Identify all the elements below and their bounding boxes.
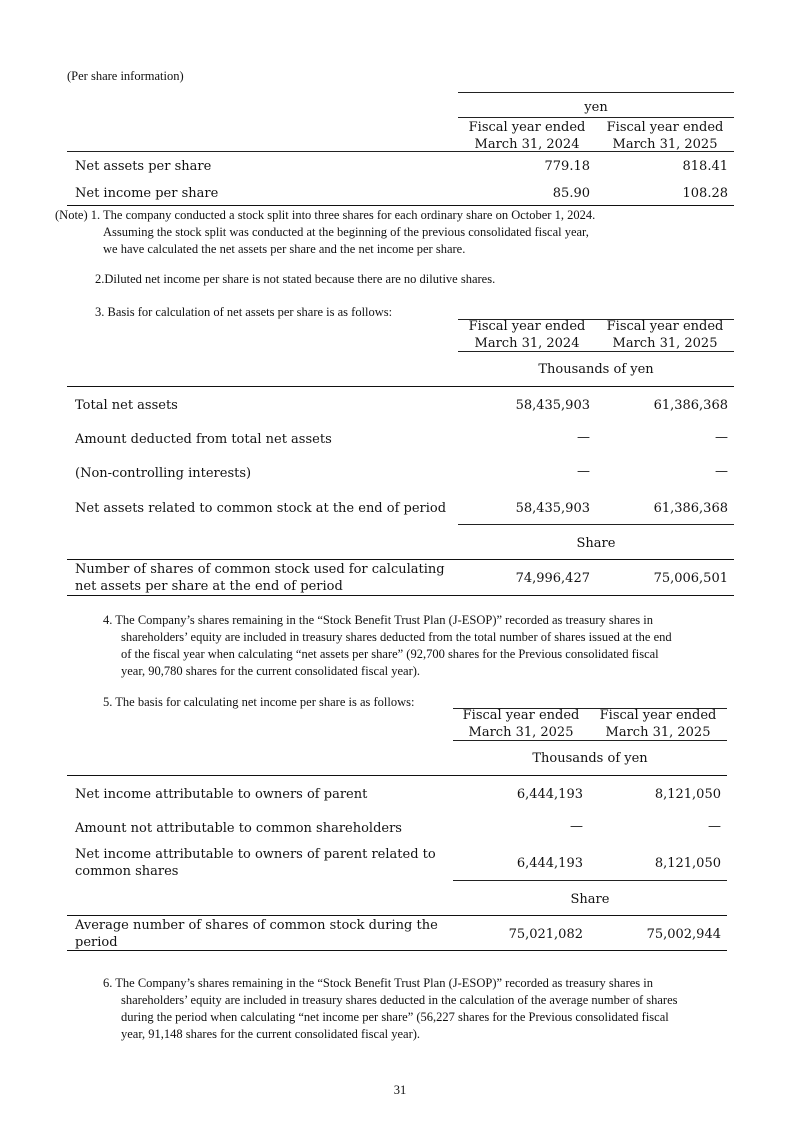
divider <box>67 559 734 560</box>
divider <box>458 117 734 118</box>
divider <box>458 351 734 352</box>
divider <box>453 880 727 881</box>
row-label: Net income attributable to owners of parent related to common shares <box>75 847 436 879</box>
divider <box>67 595 734 596</box>
cell-value: — <box>577 464 590 479</box>
cell-value: 75,002,944 <box>646 927 721 942</box>
column-header-2024: Fiscal year ended March 31, 2024 <box>468 120 586 152</box>
section-title: (Per share information) <box>67 69 184 83</box>
divider <box>458 92 734 93</box>
row-label: (Non-controlling interests) <box>75 466 252 481</box>
note-4: 4. The Company’s shares remaining in the “Stock Benefit Trust Plan (J-ESOP)” recorded as treasury shares in shareholders’ equity are included in treasury shares deducted from the total number of shares issued at the end of the fiscal year when calculating “net assets per share” (92,700 shares for the Previous consolidated fiscal year, 90,780 shares for the current consolidated fiscal year). <box>103 613 672 678</box>
cell-value: 75,021,082 <box>508 927 583 942</box>
divider <box>67 775 727 776</box>
cell-value: — <box>708 819 721 834</box>
row-label: Amount not attributable to common shareholders <box>75 821 402 836</box>
column-header-2025: Fiscal year ended March 31, 2025 <box>606 319 724 351</box>
divider <box>67 386 734 387</box>
cell-value: — <box>570 819 583 834</box>
unit-label: yen <box>584 100 608 115</box>
note-1: (Note) 1. The company conducted a stock split into three shares for each ordinary share on October 1, 2024. Assuming the stock split was conducted at the beginning of the previous consolidated fiscal year, we have calculated the net assets per share and the net income per share. <box>55 208 596 256</box>
note-6: 6. The Company’s shares remaining in the “Stock Benefit Trust Plan (J-ESOP)” recorded as treasury shares in shareholders’ equity are included in treasury shares deducted in the calculation of the average number of shares during the period when calculating “net income per share” (56,227 shares for the Previous consolidated fiscal year, 91,148 shares for the current consolidated fiscal year). <box>103 976 678 1041</box>
cell-value: 818.41 <box>682 159 728 174</box>
cell-value: 6,444,193 <box>516 787 583 802</box>
row-label: Net assets related to common stock at the end of period <box>75 501 447 516</box>
unit-label: Share <box>576 536 616 551</box>
cell-value: 779.18 <box>544 159 590 174</box>
divider <box>453 740 727 741</box>
divider <box>67 915 727 916</box>
unit-label: Share <box>570 892 610 907</box>
cell-value: 6,444,193 <box>516 856 583 871</box>
row-label: Number of shares of common stock used for calculating net assets per share at the end of period <box>75 562 445 594</box>
row-label: Total net assets <box>75 398 178 413</box>
row-label: Amount deducted from total net assets <box>75 432 332 447</box>
row-label: Net income per share <box>75 186 219 201</box>
column-header-2025: Fiscal year ended March 31, 2025 <box>606 120 724 152</box>
cell-value: 108.28 <box>682 186 728 201</box>
cell-value: 74,996,427 <box>515 571 590 586</box>
cell-value: 8,121,050 <box>654 856 721 871</box>
cell-value: 58,435,903 <box>515 501 590 516</box>
unit-label: Thousands of yen <box>538 362 654 377</box>
page-number: 31 <box>393 1083 407 1097</box>
cell-value: 75,006,501 <box>653 571 728 586</box>
cell-value: 58,435,903 <box>515 398 590 413</box>
note-5: 5. The basis for calculating net income per share is as follows: <box>103 695 415 709</box>
row-label: Net assets per share <box>75 159 212 174</box>
cell-value: — <box>577 430 590 445</box>
unit-label: Thousands of yen <box>532 751 648 766</box>
cell-value: 85.90 <box>552 186 590 201</box>
row-label: Net income attributable to owners of parent <box>75 787 368 802</box>
note-3: 3. Basis for calculation of net assets per share is as follows: <box>95 305 393 319</box>
cell-value: 8,121,050 <box>654 787 721 802</box>
row-label: Average number of shares of common stock during the period <box>75 918 438 950</box>
divider <box>458 524 734 525</box>
divider <box>67 205 734 206</box>
column-header-2025: Fiscal year ended March 31, 2025 <box>599 708 717 740</box>
note-2: 2.Diluted net income per share is not stated because there are no dilutive shares. <box>95 272 496 286</box>
cell-value: 61,386,368 <box>653 398 728 413</box>
cell-value: 61,386,368 <box>653 501 728 516</box>
cell-value: — <box>715 464 728 479</box>
column-header-2024: Fiscal year ended March 31, 2024 <box>468 319 586 351</box>
divider <box>67 151 734 152</box>
divider <box>67 950 727 951</box>
column-header-2025: Fiscal year ended March 31, 2025 <box>462 708 580 740</box>
cell-value: — <box>715 430 728 445</box>
